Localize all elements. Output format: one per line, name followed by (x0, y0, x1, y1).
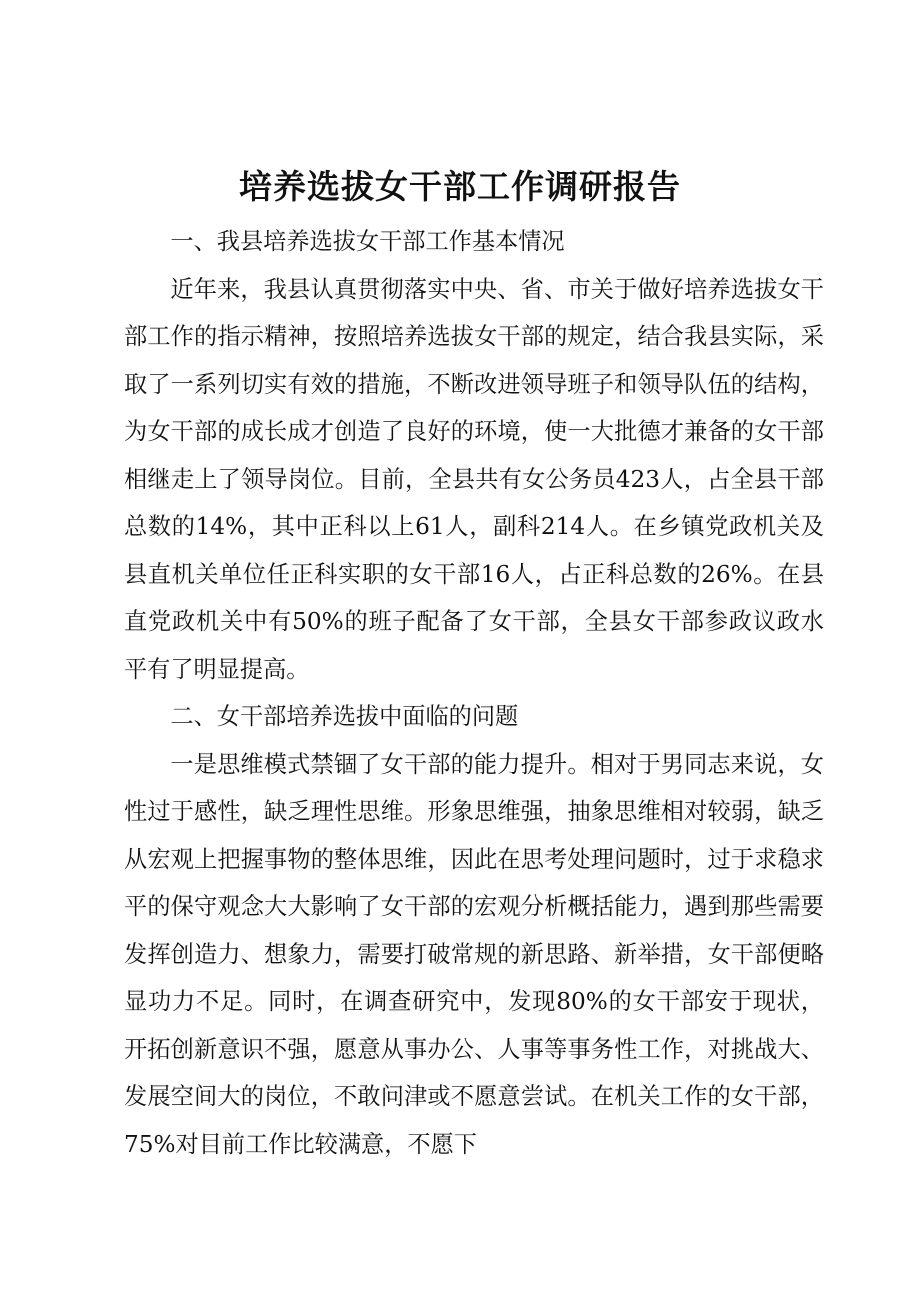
section-2-paragraph: 一是思维模式禁锢了女干部的能力提升。相对于男同志来说，女性过于感性，缺乏理性思维。形象思维强，抽象思维相对较弱，缺乏从宏观上把握事物的整体思维，因此在思考处理问题时，过于求稳求平的保守观念大大影响了女干部的宏观分析概括能力，遇到那些需要发挥创造力、想象力，需要打破常规的新思路、新举措，女干部便略显功力不足。同时，在调查研究中，发现80%的女干部安于现状，开拓创新意识不强，愿意从事办公、人事等事务性工作，对挑战大、发展空间大的岗位，不敢问津或不愿意尝试。在机关工作的女干部，75%对目前工作比较满意，不愿下 (124, 750, 824, 1158)
section-heading-2: 二、女干部培养选拔中面临的问题 (170, 703, 519, 730)
section-1-paragraph: 近年来，我县认真贯彻落实中央、省、市关于做好培养选拔女干部工作的指示精神，按照培养选拔女干部的规定，结合我县实际，采取了一系列切实有效的措施，不断改进领导班子和领导队伍的结构，为女干部的成长成才创造了良好的环境，使一大批德才兼备的女干部相继走上了领导岗位。目前，全县共有女公务员423人，占全县干部总数的14%，其中正科以上61人，副科214人。在乡镇党政机关及县直机关单位任正科实职的女干部16人，占正科总数的26%。在县直党政机关中有50%的班子配备了女干部，全县女干部参政议政水平有了明显提高。 (124, 275, 824, 683)
document-title: 培养选拔女干部工作调研报告 (239, 167, 681, 206)
document-body (124, 218, 824, 1168)
section-heading-1: 一、我县培养选拔女干部工作基本情况 (170, 228, 565, 255)
